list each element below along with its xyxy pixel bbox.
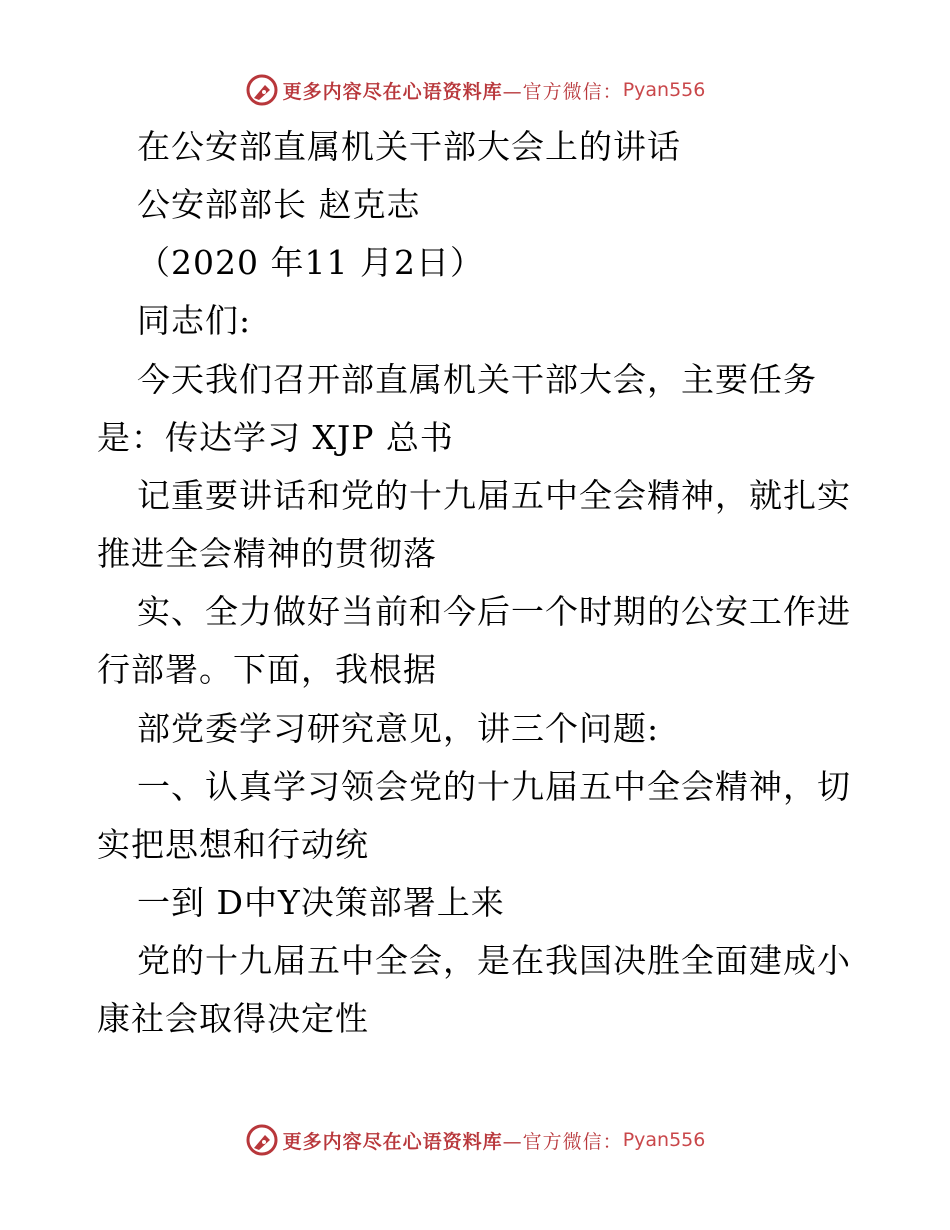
banner-separator: —官方微信： xyxy=(502,80,623,103)
paragraph-line: 行部署。下面，我根据 xyxy=(97,650,437,689)
banner-title: 更多内容尽在心语资料库 xyxy=(282,1130,503,1153)
paragraph-line: 是：传达学习 XJP 总书 xyxy=(97,418,454,457)
paragraph-line: 部党委学习研究意见，讲三个问题: xyxy=(137,709,660,748)
section-heading-line: 一到 D中Y决策部署上来 xyxy=(137,883,505,922)
paragraph-line: 党的十九届五中全会，是在我国决胜全面建成小 xyxy=(137,941,851,980)
document-title: 在公安部直属机关干部大会上的讲话 xyxy=(137,127,681,166)
section-heading-line: 实把思想和行动统 xyxy=(97,825,369,864)
footer-watermark-banner xyxy=(0,1120,950,1160)
paragraph-line: 康社会取得决定性 xyxy=(97,999,369,1038)
paragraph-line: 实、全力做好当前和今后一个时期的公安工作进 xyxy=(137,592,851,631)
banner-wechat-id: Pyan556 xyxy=(622,79,706,101)
banner-wechat-id: Pyan556 xyxy=(622,1129,706,1151)
paragraph-line: 今天我们召开部直属机关干部大会，主要任务 xyxy=(137,360,817,399)
banner-title: 更多内容尽在心语资料库 xyxy=(282,80,503,103)
section-heading-line: 一、认真学习领会党的十九届五中全会精神，切 xyxy=(137,767,851,806)
document-date: （2020 年11 月2日） xyxy=(137,243,484,282)
paragraph-line: 记重要讲话和党的十九届五中全会精神，就扎实 xyxy=(137,476,851,515)
paragraph-line: 推进全会精神的贯彻落 xyxy=(97,534,437,573)
document-salutation: 同志们: xyxy=(137,301,252,340)
banner-separator: —官方微信： xyxy=(502,1130,623,1153)
pen-nib-logo-icon xyxy=(245,1123,279,1157)
document-author: 公安部部长 赵克志 xyxy=(137,185,421,224)
